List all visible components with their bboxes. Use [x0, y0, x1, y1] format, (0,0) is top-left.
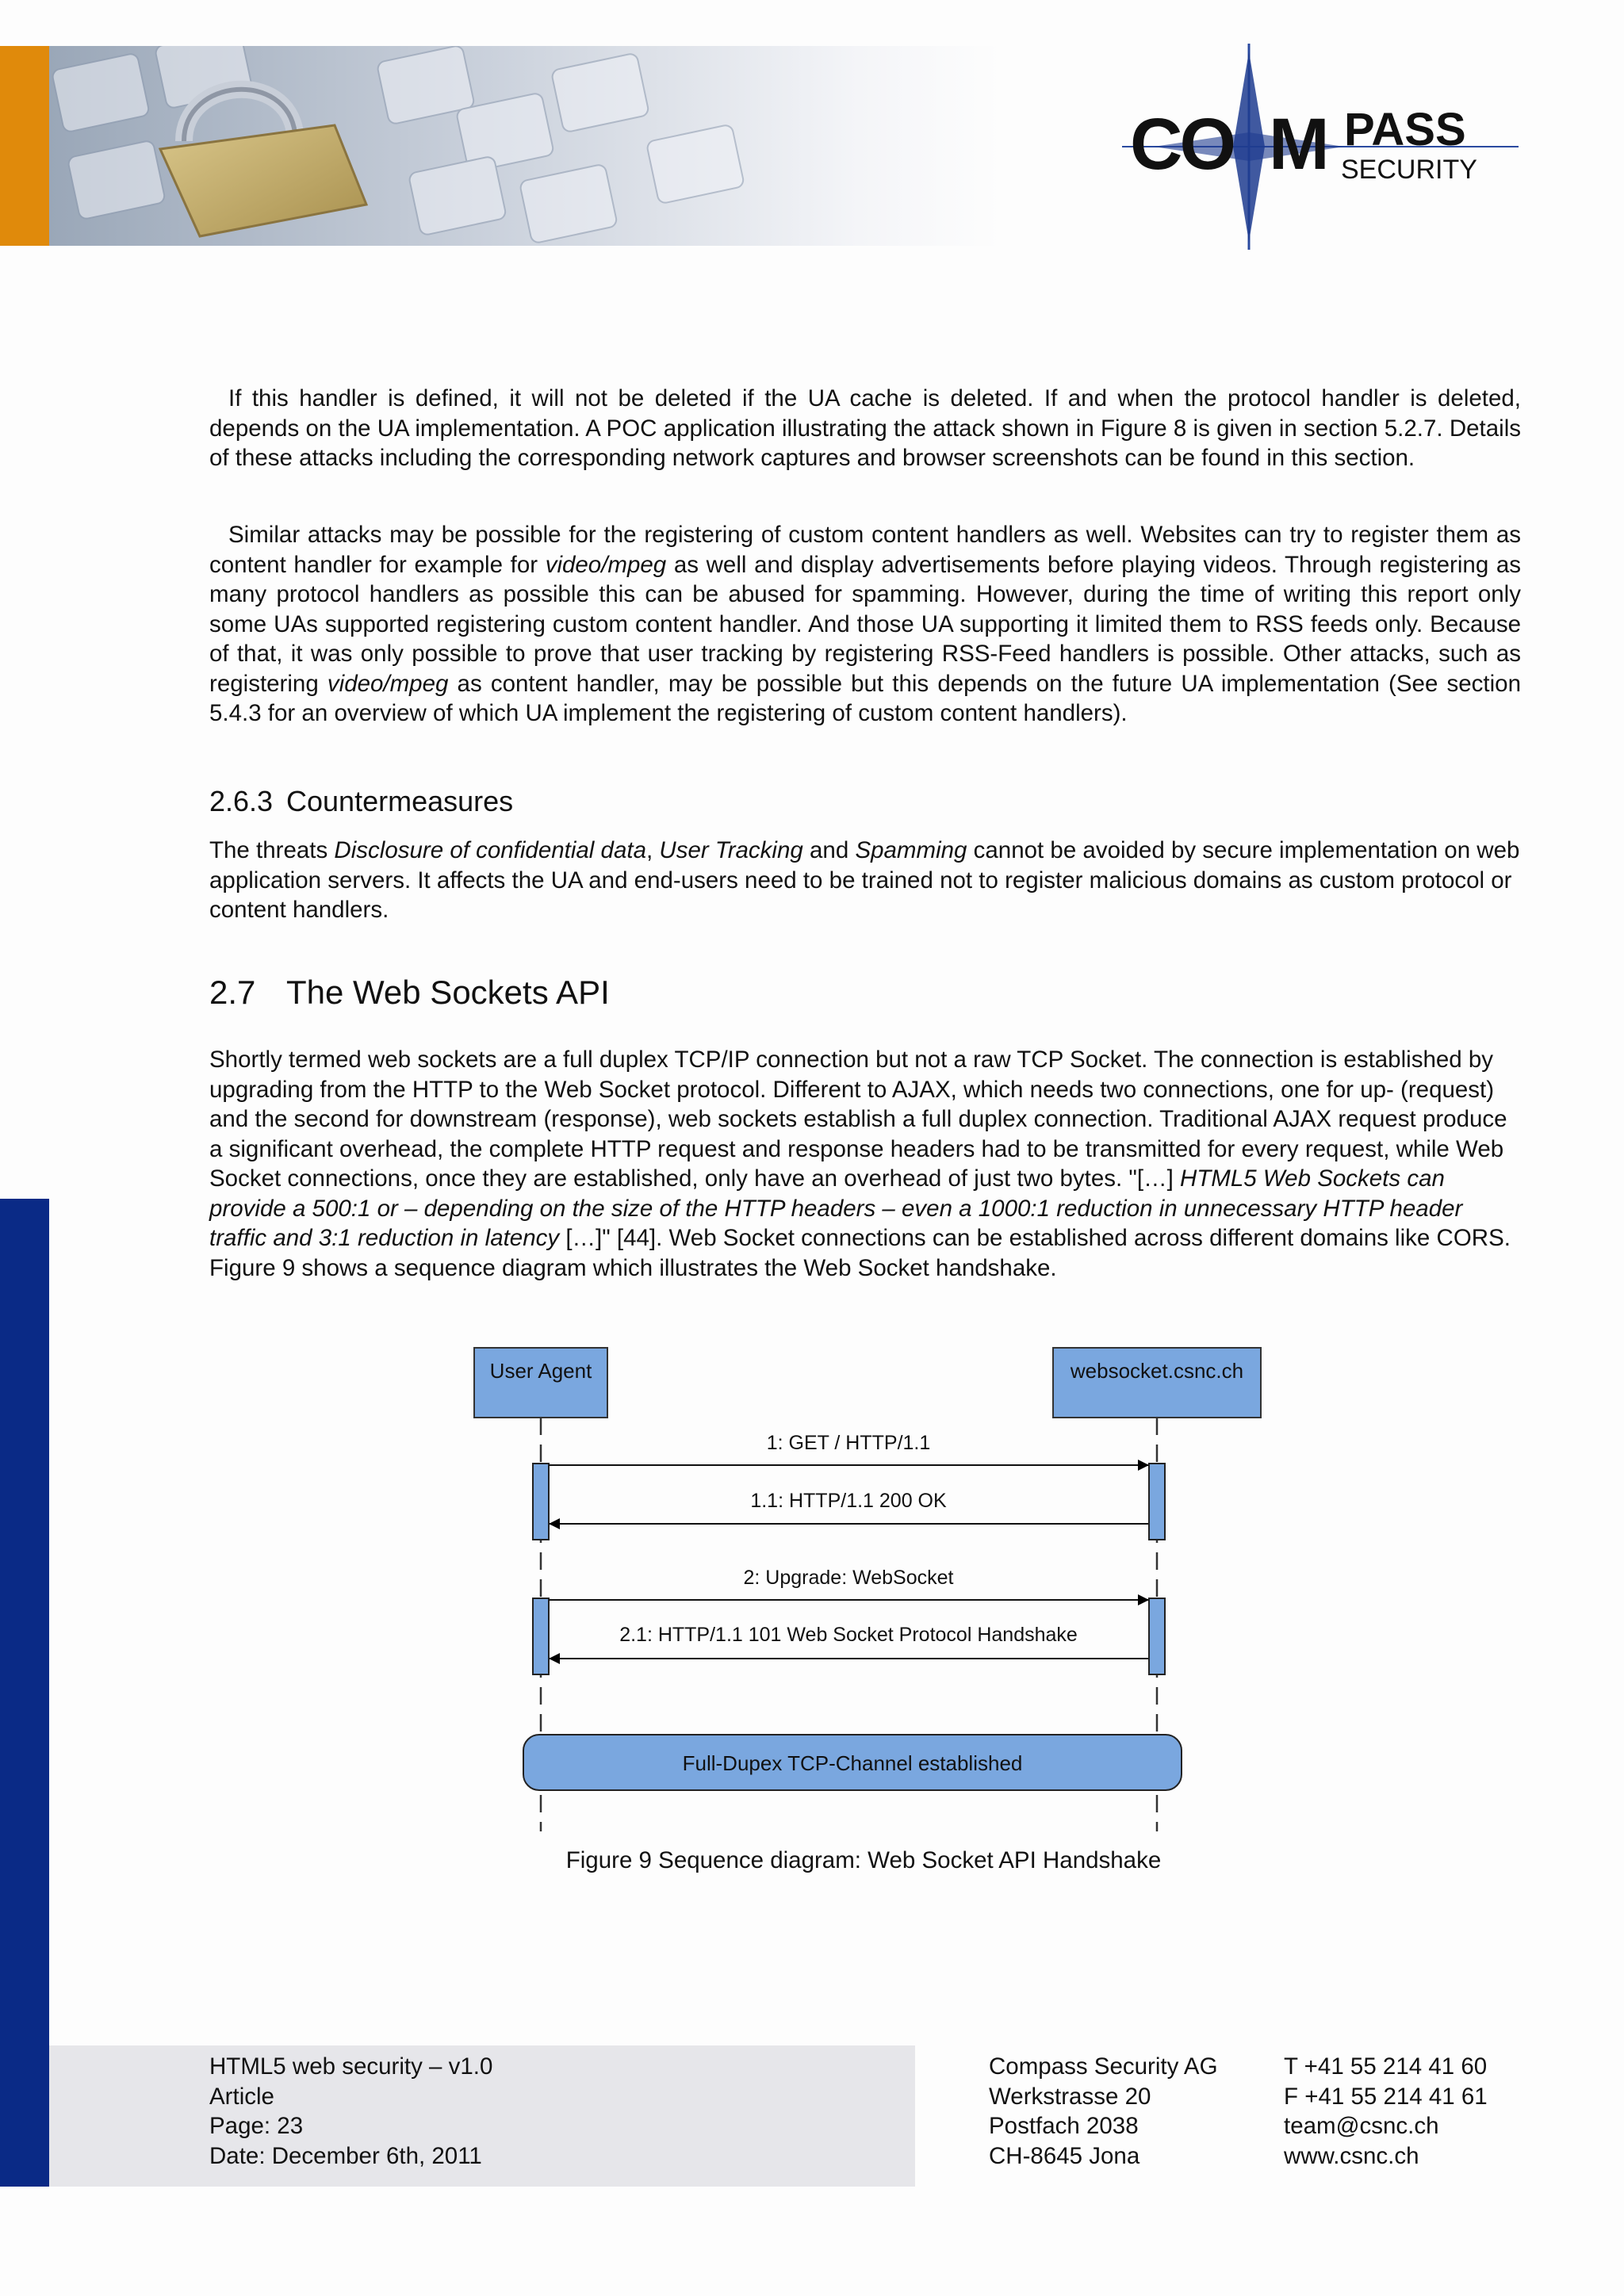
body-paragraph	[209, 520, 1521, 729]
footer-contact	[1284, 2052, 1488, 2171]
text-span: as content handler, may be possible but this depends on the future UA implementation (See section 5.4.3 for an overview of which UA implement the registering of custom content handlers).	[209, 670, 1521, 726]
channel-label: Full-Dupex TCP-Channel established	[682, 1751, 1023, 1775]
text-span: Similar attacks may be possible for the registering of custom content handlers as well. Websites can try to register them as content handler for example for	[209, 522, 1521, 578]
footer-postbox: Postfach 2038	[989, 2113, 1139, 2139]
keyboard-padlock-image	[49, 46, 1001, 246]
heading-number: 2.6.3	[209, 785, 274, 817]
italic-quote: HTML5 Web Sockets can provide a 500:1 or – depending on the size of the HTTP headers – even a 1000:1 reduction in unnecessary HTTP header traffic and 3:1 reduction in latency	[209, 1165, 1463, 1251]
paragraph-web-sockets	[209, 1045, 1521, 1283]
figure-caption: Figure 9 Sequence diagram: Web Socket API Handshake	[565, 1847, 1162, 1873]
footer-city: CH-8645 Jona	[989, 2142, 1140, 2169]
footer-address	[989, 2052, 1218, 2171]
message-ok-label: 1.1: HTTP/1.1 200 OK	[750, 1490, 947, 1512]
text-span: and	[802, 837, 856, 863]
footer-page-number: Page: 23	[209, 2113, 304, 2139]
footer-company: Compass Security AG	[989, 2053, 1218, 2080]
heading-number: 2.7	[209, 974, 256, 1011]
italic-term: Disclosure of confidential data	[334, 837, 646, 863]
paragraph-content-handlers	[209, 520, 1521, 729]
activation-box	[533, 1464, 549, 1540]
logo-m: M	[1269, 104, 1330, 185]
footer-date: Date: December 6th, 2011	[209, 2142, 482, 2169]
side-accent-bar	[0, 1199, 49, 2187]
body-paragraph	[209, 836, 1521, 925]
actor-user-agent-label: User Agent	[489, 1359, 592, 1383]
activation-box	[1149, 1464, 1165, 1540]
header-accent-bar	[0, 46, 49, 246]
message-handshake-label: 2.1: HTTP/1.1 101 Web Socket Protocol Handshake	[619, 1624, 1078, 1646]
body-paragraph: If this handler is defined, it will not be deleted if the UA cache is deleted. If and when the protocol handler is deleted, depends on the UA implementation. A POC application illustrating the attack shown in Figure 8 is given in section 5.2.7. Details of these attacks including the corresponding network captures and browser screenshots can be found in this section.	[209, 385, 1521, 471]
italic-term: Spamming	[855, 837, 967, 863]
full-duplex-channel	[523, 1735, 1182, 1790]
footer-document-info	[209, 2052, 492, 2171]
heading-title: The Web Sockets API	[286, 974, 610, 1011]
footer-street: Werkstrasse 20	[989, 2083, 1151, 2110]
sequence-diagram	[460, 1340, 1285, 1847]
section-heading-web-sockets	[209, 974, 610, 1012]
italic-term: video/mpeg	[327, 670, 449, 697]
footer-email[interactable]: team@csnc.ch	[1284, 2113, 1439, 2139]
footer-website[interactable]: www.csnc.ch	[1284, 2142, 1419, 2169]
actor-websocket-server	[1053, 1348, 1261, 1418]
message-get-label: 1: GET / HTTP/1.1	[766, 1432, 931, 1454]
text-span: ,	[645, 837, 660, 863]
logo-pass: PASS	[1344, 104, 1466, 155]
section-heading-countermeasures	[209, 785, 513, 818]
text-span: as well and display advertisements before playing videos. Through registering as many protocol handlers as possible this can be abused for spamming. However, during the time of writing this report only some UAs supported registering custom content handler. And those UA supporting it limited them to RSS feeds only. Because of that, it was only possible to prove that user tracking by registering RSS-Feed handlers is possible. Other attacks, such as registering	[209, 551, 1522, 697]
paragraph-handler-deletion	[209, 384, 1521, 473]
header-banner-image	[49, 46, 1001, 246]
text-span: cannot be avoided by secure implementation on web application servers. It affects the UA and end-users need to be trained not to register malicious domains as custom protocol or content handlers.	[209, 837, 1520, 923]
paragraph-countermeasures	[209, 836, 1521, 925]
italic-term: video/mpeg	[545, 551, 667, 578]
compass-security-logo	[1106, 44, 1550, 250]
footer-fax: F +41 55 214 41 61	[1284, 2083, 1488, 2110]
footer-doc-type: Article	[209, 2083, 274, 2110]
logo-co: CO	[1130, 104, 1233, 185]
italic-term: User Tracking	[659, 837, 803, 863]
actor-websocket-label: websocket.csnc.ch	[1070, 1359, 1244, 1383]
text-span: Shortly termed web sockets are a full duplex TCP/IP connection but not a raw TCP Socket. The connection is established by upgrading from the HTTP to the Web Socket protocol. Different to AJAX, which needs two connections, one for up- (request) and the second for downstream (response), web sockets establish a full duplex connection. Traditional AJAX request produce a significant overhead, the complete HTTP request and response headers had to be transmitted for every request, while Web Socket connections, once they are established, only have an overhead of just two bytes. "[…]	[209, 1047, 1507, 1192]
text-span: […]" [44]. Web Socket connections can be established across different domains like CORS. Figure 9 shows a sequence diagram which illustrates the Web Socket handshake.	[209, 1225, 1511, 1281]
heading-title: Countermeasures	[286, 785, 514, 817]
body-paragraph	[209, 1045, 1521, 1283]
activation-box	[533, 1598, 549, 1674]
message-upgrade-label: 2: Upgrade: WebSocket	[743, 1567, 954, 1589]
footer-doc-title: HTML5 web security – v1.0	[209, 2053, 493, 2080]
activation-box	[1149, 1598, 1165, 1674]
logo-security: SECURITY	[1341, 155, 1477, 185]
text-span: The threats	[209, 837, 335, 863]
actor-user-agent	[474, 1348, 607, 1418]
footer-phone: T +41 55 214 41 60	[1284, 2053, 1488, 2080]
